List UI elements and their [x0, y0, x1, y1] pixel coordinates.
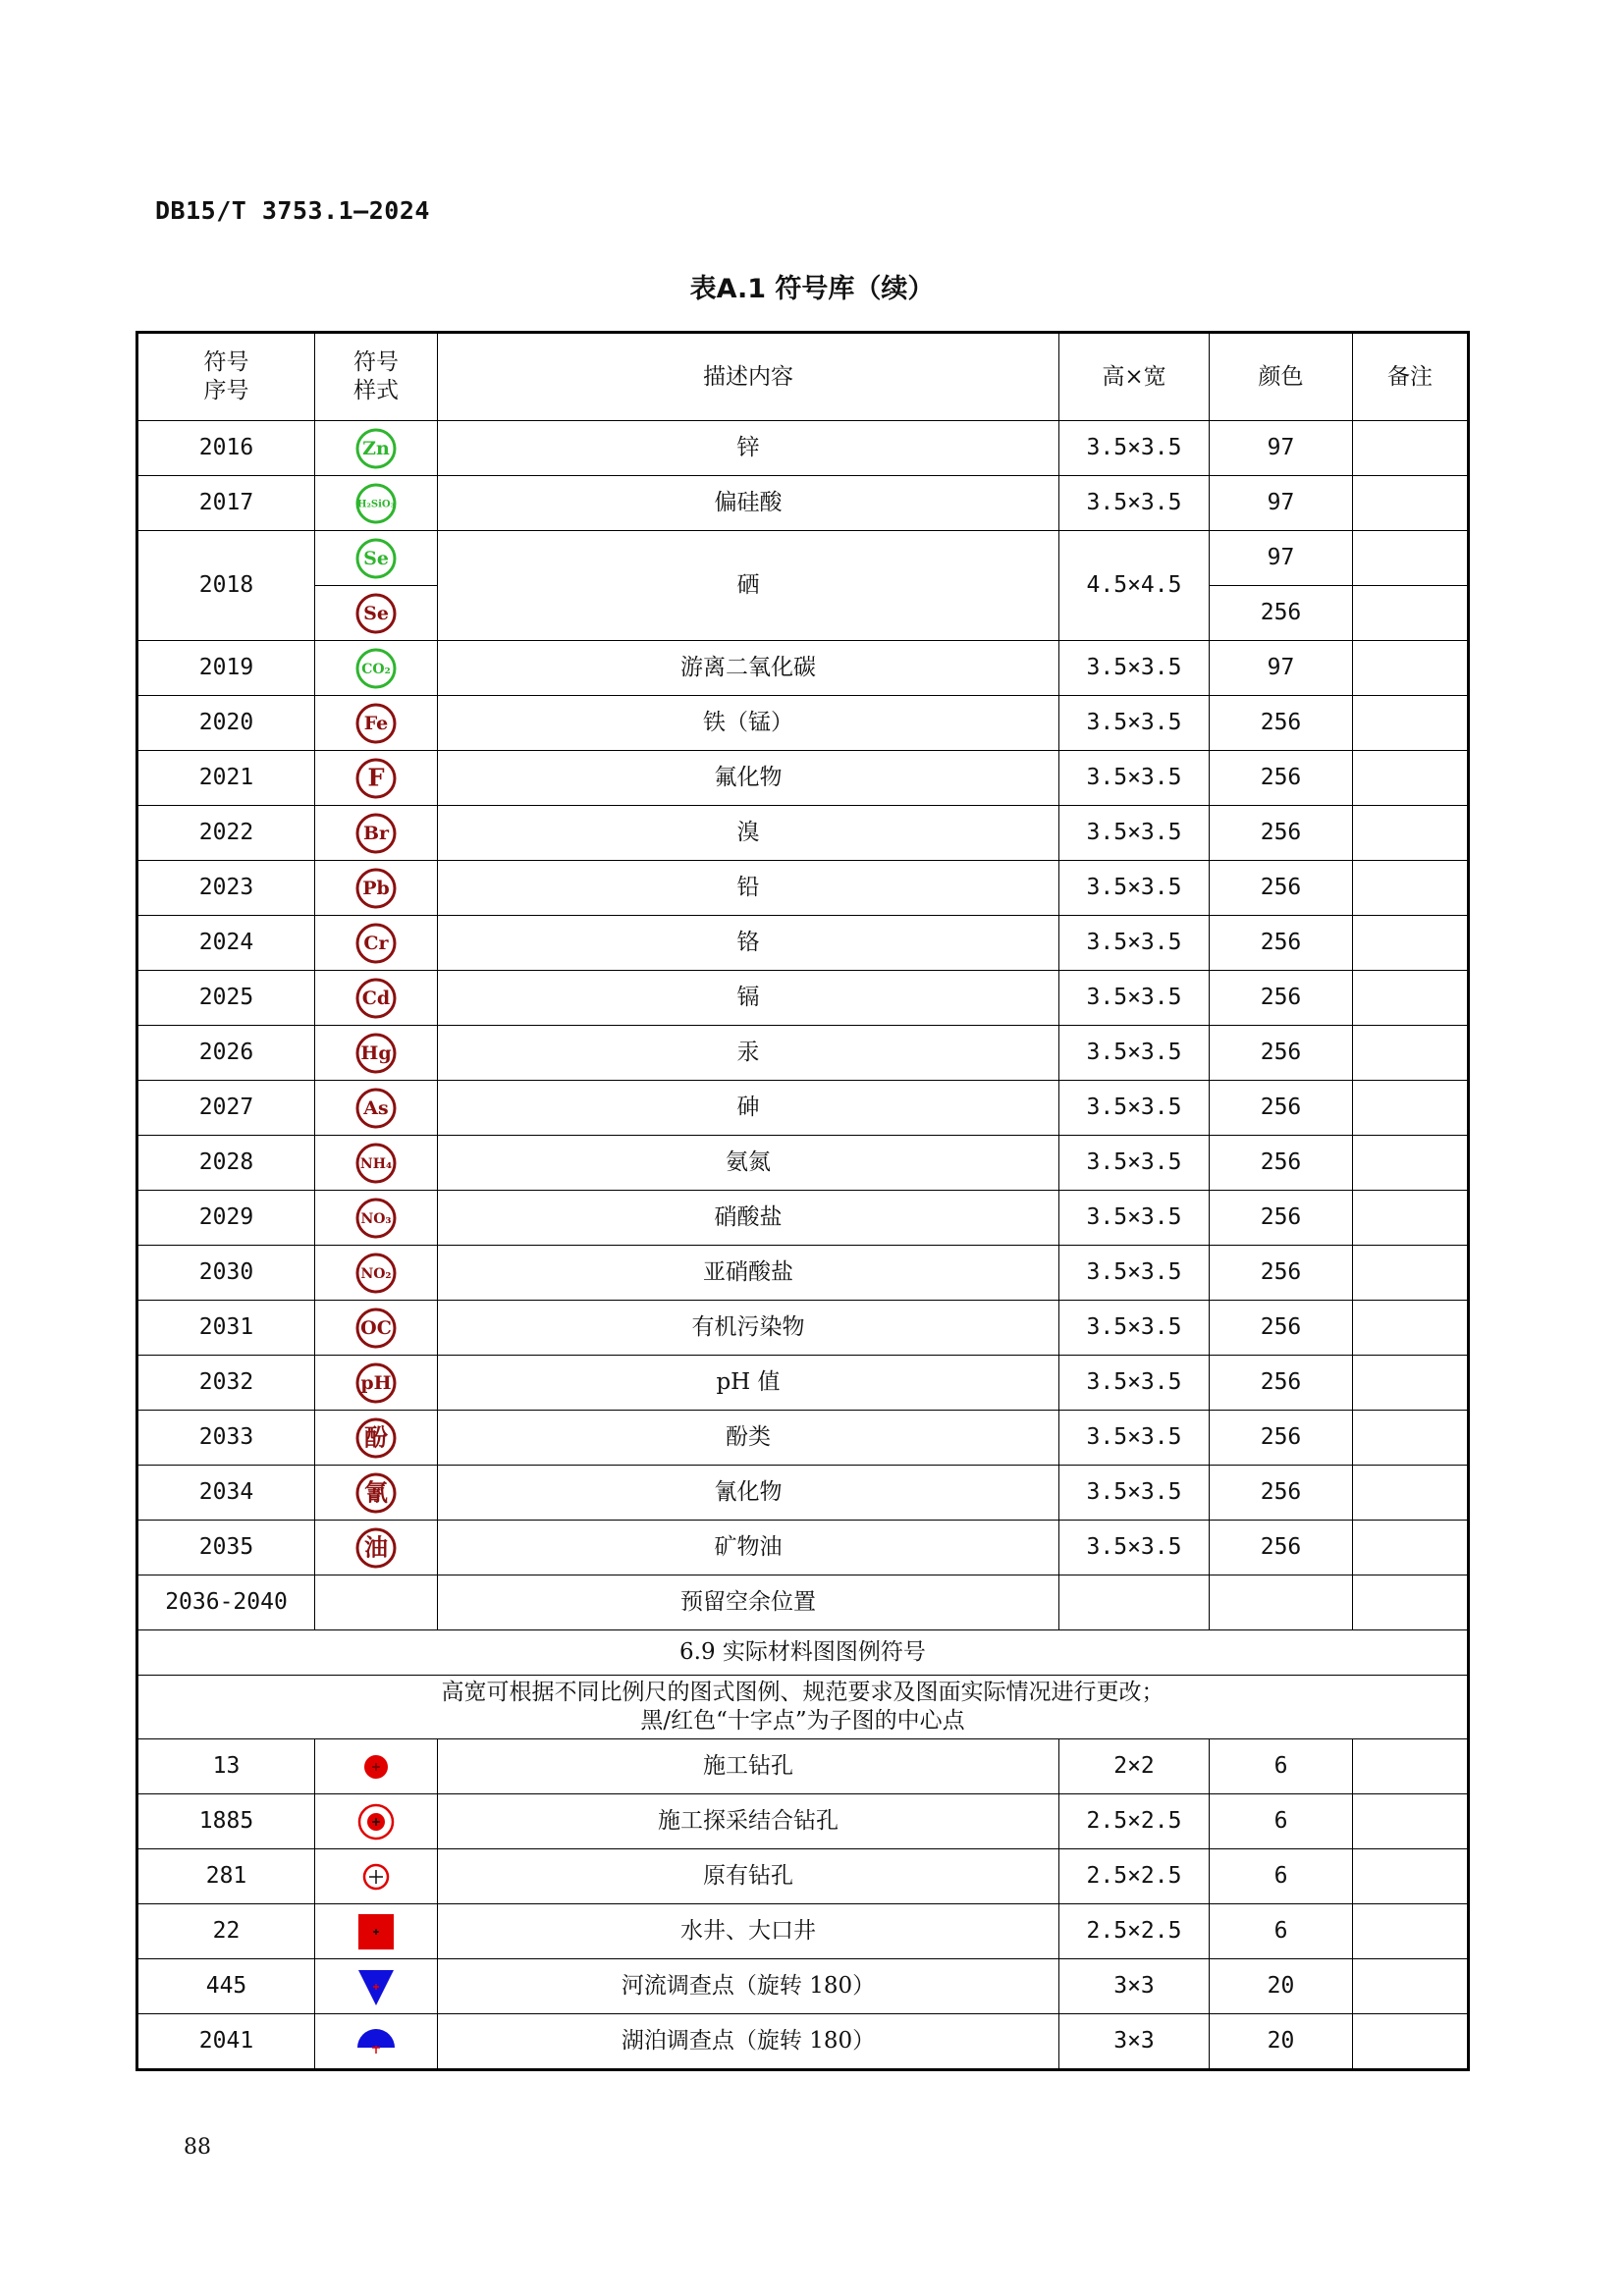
- se-circle-label: Se: [363, 547, 389, 569]
- symbol-style: [315, 806, 438, 861]
- cyanide-circle-label: 氰: [364, 1477, 388, 1506]
- br-circle-icon: [354, 812, 398, 855]
- section-title-row: [137, 1630, 1469, 1676]
- symbol-color: 256: [1210, 1081, 1353, 1136]
- table-row: [137, 1081, 1469, 1136]
- symbol-id: 2033: [137, 1411, 315, 1466]
- cd-circle-label: Cd: [361, 987, 391, 1009]
- color-column-header: 颜色: [1210, 333, 1353, 421]
- as-circle-label: As: [363, 1096, 389, 1119]
- symbol-description: 有机污染物: [438, 1301, 1059, 1356]
- symbol-color: 256: [1210, 806, 1353, 861]
- symbol-style: [315, 1301, 438, 1356]
- symbol-description: 氨氮: [438, 1136, 1059, 1191]
- symbol-style: [315, 1794, 438, 1849]
- seq-column-header: [137, 333, 315, 421]
- symbol-note: [1353, 531, 1469, 586]
- symbol-style: [315, 476, 438, 531]
- symbol-note: [1353, 1246, 1469, 1301]
- symbol-size: 3.5×3.5: [1059, 1521, 1210, 1575]
- size-column-header: 高×宽: [1059, 333, 1210, 421]
- ph-circle-icon: [354, 1362, 398, 1405]
- symbol-note: [1353, 1904, 1469, 1959]
- symbol-description: 铁（锰）: [438, 696, 1059, 751]
- symbol-id: 2030: [137, 1246, 315, 1301]
- h2sio3-circle-icon: [354, 482, 398, 525]
- no2-circle-icon: [354, 1252, 398, 1295]
- symbol-color: 256: [1210, 751, 1353, 806]
- section-note-row: [137, 1676, 1469, 1739]
- zn-circle-icon: [354, 427, 398, 470]
- symbol-note: [1353, 1301, 1469, 1356]
- page-number: 88: [184, 2135, 211, 2160]
- symbol-color: 256: [1210, 1356, 1353, 1411]
- symbol-size: 4.5×4.5: [1059, 531, 1210, 641]
- table-row: [137, 1575, 1469, 1630]
- symbol-id: 2027: [137, 1081, 315, 1136]
- symbol-note: [1353, 916, 1469, 971]
- ringed-red-dot-icon: [354, 1800, 398, 1843]
- symbol-id: 2020: [137, 696, 315, 751]
- symbol-note: [1353, 1849, 1469, 1904]
- note-column-header: 备注: [1353, 333, 1469, 421]
- symbol-style: [315, 1411, 438, 1466]
- table-row: [137, 1521, 1469, 1575]
- desc-column-header: 描述内容: [438, 333, 1059, 421]
- table-row: [137, 806, 1469, 861]
- symbol-color: 256: [1210, 861, 1353, 916]
- table-row: [137, 1246, 1469, 1301]
- no2-circle-label: NO₂: [360, 1265, 392, 1282]
- symbol-note: [1353, 1575, 1469, 1630]
- table-row: [137, 1739, 1469, 1794]
- symbol-note: [1353, 421, 1469, 476]
- symbol-style: [315, 1959, 438, 2014]
- symbol-description: 锌: [438, 421, 1059, 476]
- nh4-circle-icon: [354, 1142, 398, 1185]
- symbol-color: 20: [1210, 1959, 1353, 2014]
- f-circle-label: F: [367, 763, 385, 791]
- hg-circle-icon: [354, 1032, 398, 1075]
- symbol-color: 256: [1210, 1026, 1353, 1081]
- symbol-color: 256: [1210, 1466, 1353, 1521]
- symbol-size: [1059, 1575, 1210, 1630]
- table-row: [137, 971, 1469, 1026]
- table-row: [137, 1466, 1469, 1521]
- symbol-size: 3×3: [1059, 1959, 1210, 2014]
- symbol-style: [315, 641, 438, 696]
- symbol-id: 2032: [137, 1356, 315, 1411]
- symbol-id: 2035: [137, 1521, 315, 1575]
- symbol-description: 氟化物: [438, 751, 1059, 806]
- symbol-id: 281: [137, 1849, 315, 1904]
- symbol-description: 施工探采结合钻孔: [438, 1794, 1059, 1849]
- symbol-description: 砷: [438, 1081, 1059, 1136]
- symbol-color: 97: [1210, 641, 1353, 696]
- symbol-id: 22: [137, 1904, 315, 1959]
- symbol-id: 2034: [137, 1466, 315, 1521]
- symbol-id: 2022: [137, 806, 315, 861]
- symbol-id: 2019: [137, 641, 315, 696]
- table-row: [137, 1356, 1469, 1411]
- symbol-color: 6: [1210, 1904, 1353, 1959]
- symbol-color: 256: [1210, 916, 1353, 971]
- symbol-note: [1353, 2014, 1469, 2070]
- symbol-note: [1353, 861, 1469, 916]
- cyanide-circle-icon: [354, 1471, 398, 1515]
- oc-circle-label: OC: [360, 1316, 392, 1339]
- symbol-id: 2036-2040: [137, 1575, 315, 1630]
- symbol-id: 2031: [137, 1301, 315, 1356]
- symbol-style: [315, 421, 438, 476]
- section-note: [137, 1676, 1469, 1739]
- symbol-style: [315, 696, 438, 751]
- symbol-style: [315, 751, 438, 806]
- symbol-id: 2028: [137, 1136, 315, 1191]
- blue-triangle-icon: [354, 1965, 398, 2008]
- blue-semicircle-icon: [354, 2020, 398, 2063]
- table-row: [137, 1026, 1469, 1081]
- symbol-style: [315, 1136, 438, 1191]
- symbol-size: 3.5×3.5: [1059, 1191, 1210, 1246]
- style-header-line1: 符号: [353, 349, 399, 376]
- symbol-note: [1353, 476, 1469, 531]
- phenol-circle-label: 酚: [364, 1422, 388, 1451]
- symbol-size: 2.5×2.5: [1059, 1794, 1210, 1849]
- symbol-library-table: [135, 331, 1470, 2071]
- symbol-size: 3.5×3.5: [1059, 1466, 1210, 1521]
- pb-circle-label: Pb: [362, 877, 390, 899]
- symbol-id: 2023: [137, 861, 315, 916]
- symbol-description: 镉: [438, 971, 1059, 1026]
- symbol-size: 3.5×3.5: [1059, 751, 1210, 806]
- style-column-header: [315, 333, 438, 421]
- table-row: [137, 1411, 1469, 1466]
- symbol-style: [315, 1246, 438, 1301]
- symbol-color: 256: [1210, 1411, 1353, 1466]
- table-row: [137, 531, 1469, 586]
- symbol-id: 2041: [137, 2014, 315, 2070]
- table-row: [137, 641, 1469, 696]
- symbol-size: 3.5×3.5: [1059, 971, 1210, 1026]
- symbol-color: 256: [1210, 1301, 1353, 1356]
- h2sio3-circle-label: H₂SiO₃: [357, 499, 395, 509]
- cd-circle-icon: [354, 977, 398, 1020]
- oc-circle-icon: [354, 1307, 398, 1350]
- phenol-circle-icon: [354, 1416, 398, 1460]
- table-row: [137, 1191, 1469, 1246]
- symbol-color: 256: [1210, 696, 1353, 751]
- zn-circle-label: Zn: [362, 437, 390, 459]
- mineral-oil-circle-icon: [354, 1526, 398, 1570]
- symbol-style: [315, 1739, 438, 1794]
- symbol-note: [1353, 1026, 1469, 1081]
- symbol-size: 3.5×3.5: [1059, 806, 1210, 861]
- symbol-size: 3.5×3.5: [1059, 1356, 1210, 1411]
- symbol-size: 3.5×3.5: [1059, 916, 1210, 971]
- symbol-note: [1353, 751, 1469, 806]
- co2-circle-label: CO₂: [361, 661, 391, 677]
- co2-circle-icon: [354, 647, 398, 690]
- symbol-description: 亚硝酸盐: [438, 1246, 1059, 1301]
- symbol-id: 2018: [137, 531, 315, 641]
- symbol-note: [1353, 1356, 1469, 1411]
- symbol-style: [315, 1466, 438, 1521]
- symbol-description: 铬: [438, 916, 1059, 971]
- symbol-description: 硝酸盐: [438, 1191, 1059, 1246]
- symbol-id: 445: [137, 1959, 315, 2014]
- symbol-description: 湖泊调查点（旋转 180）: [438, 2014, 1059, 2070]
- table-row: [137, 861, 1469, 916]
- symbol-style: [315, 916, 438, 971]
- symbol-note: [1353, 1521, 1469, 1575]
- fe-circle-label: Fe: [363, 712, 389, 734]
- symbol-color: 256: [1210, 1191, 1353, 1246]
- symbol-color: 97: [1210, 531, 1353, 586]
- symbol-id: 13: [137, 1739, 315, 1794]
- symbol-id: 2016: [137, 421, 315, 476]
- table-row: [137, 1959, 1469, 2014]
- symbol-size: 2×2: [1059, 1739, 1210, 1794]
- symbol-color: 256: [1210, 1246, 1353, 1301]
- se-circle-icon: [354, 537, 398, 580]
- symbol-note: [1353, 586, 1469, 641]
- symbol-size: 3.5×3.5: [1059, 696, 1210, 751]
- cr-circle-label: Cr: [363, 932, 389, 954]
- symbol-color: [1210, 1575, 1353, 1630]
- symbol-description: 汞: [438, 1026, 1059, 1081]
- symbol-color: 6: [1210, 1794, 1353, 1849]
- symbol-style: [315, 586, 438, 641]
- symbol-note: [1353, 1081, 1469, 1136]
- symbol-color: 6: [1210, 1739, 1353, 1794]
- table-row: [137, 1301, 1469, 1356]
- hg-circle-label: Hg: [360, 1041, 392, 1064]
- symbol-style: [315, 531, 438, 586]
- no3-circle-label: NO₃: [360, 1210, 392, 1227]
- symbol-description: 硒: [438, 531, 1059, 641]
- symbol-style: [315, 1849, 438, 1904]
- table-row: [137, 2014, 1469, 2070]
- symbol-description: 原有钻孔: [438, 1849, 1059, 1904]
- symbol-color: 20: [1210, 2014, 1353, 2070]
- pb-circle-icon: [354, 867, 398, 910]
- symbol-color: 6: [1210, 1849, 1353, 1904]
- filled-red-dot-icon: [354, 1745, 398, 1789]
- section-note-line1: 高宽可根据不同比例尺的图式图例、规范要求及图面实际情况进行更改；: [441, 1680, 1164, 1706]
- table-row: [137, 476, 1469, 531]
- symbol-color: 256: [1210, 1521, 1353, 1575]
- table-row: [137, 751, 1469, 806]
- red-square-icon: [354, 1910, 398, 1953]
- symbol-size: 3.5×3.5: [1059, 1411, 1210, 1466]
- symbol-style: [315, 1356, 438, 1411]
- nh4-circle-label: NH₄: [359, 1155, 393, 1172]
- br-circle-label: Br: [362, 822, 390, 844]
- symbol-size: 3.5×3.5: [1059, 1136, 1210, 1191]
- table-row: [137, 1794, 1469, 1849]
- symbol-color: 256: [1210, 586, 1353, 641]
- symbol-color: 256: [1210, 971, 1353, 1026]
- symbol-id: 1885: [137, 1794, 315, 1849]
- symbol-size: 3.5×3.5: [1059, 1081, 1210, 1136]
- symbol-description: 预留空余位置: [438, 1575, 1059, 1630]
- symbol-note: [1353, 1411, 1469, 1466]
- symbol-size: 2.5×2.5: [1059, 1904, 1210, 1959]
- document-id: DB15/T 3753.1—2024: [155, 196, 430, 225]
- symbol-description: 矿物油: [438, 1521, 1059, 1575]
- symbol-id: 2025: [137, 971, 315, 1026]
- symbol-note: [1353, 971, 1469, 1026]
- symbol-size: 2.5×2.5: [1059, 1849, 1210, 1904]
- symbol-style: [315, 1081, 438, 1136]
- symbol-note: [1353, 1191, 1469, 1246]
- symbol-description: pH 值: [438, 1356, 1059, 1411]
- symbol-size: 3.5×3.5: [1059, 641, 1210, 696]
- symbol-note: [1353, 1136, 1469, 1191]
- symbol-id: 2029: [137, 1191, 315, 1246]
- symbol-note: [1353, 1739, 1469, 1794]
- symbol-note: [1353, 1794, 1469, 1849]
- symbol-style: [315, 1521, 438, 1575]
- symbol-description: 施工钻孔: [438, 1739, 1059, 1794]
- symbol-size: 3×3: [1059, 2014, 1210, 2070]
- open-crosshair-circle-icon: [354, 1855, 398, 1898]
- symbol-id: 2026: [137, 1026, 315, 1081]
- symbol-size: 3.5×3.5: [1059, 1026, 1210, 1081]
- symbol-note: [1353, 641, 1469, 696]
- cr-circle-icon: [354, 922, 398, 965]
- symbol-size: 3.5×3.5: [1059, 1246, 1210, 1301]
- table-row: [137, 1904, 1469, 1959]
- symbol-id: 2024: [137, 916, 315, 971]
- se-circle-alt-icon: [354, 592, 398, 635]
- symbol-style: [315, 971, 438, 1026]
- seq-header-line1: 符号: [203, 349, 249, 376]
- style-header-line2: 样式: [353, 378, 399, 403]
- table-row: [137, 1136, 1469, 1191]
- symbol-id: 2021: [137, 751, 315, 806]
- symbol-description: 溴: [438, 806, 1059, 861]
- symbol-color: 256: [1210, 1136, 1353, 1191]
- no3-circle-icon: [354, 1197, 398, 1240]
- symbol-style: [315, 1191, 438, 1246]
- se-circle-alt-label: Se: [363, 602, 389, 624]
- symbol-style: [315, 1026, 438, 1081]
- symbol-color: 97: [1210, 421, 1353, 476]
- ph-circle-label: pH: [360, 1371, 392, 1394]
- symbol-note: [1353, 1466, 1469, 1521]
- fe-circle-icon: [354, 702, 398, 745]
- symbol-note: [1353, 806, 1469, 861]
- as-circle-icon: [354, 1087, 398, 1130]
- table-title: 表A.1 符号库（续）: [689, 274, 935, 304]
- symbol-size: 3.5×3.5: [1059, 421, 1210, 476]
- symbol-description: 偏硅酸: [438, 476, 1059, 531]
- table-row: [137, 916, 1469, 971]
- section-note-line2: 黑/红色“十字点”为子图的中心点: [640, 1708, 965, 1734]
- symbol-description: 游离二氧化碳: [438, 641, 1059, 696]
- symbol-size: 3.5×3.5: [1059, 476, 1210, 531]
- table-row: [137, 1849, 1469, 1904]
- symbol-note: [1353, 1959, 1469, 2014]
- symbol-style: [315, 1575, 438, 1630]
- symbol-size: 3.5×3.5: [1059, 1301, 1210, 1356]
- symbol-color: 97: [1210, 476, 1353, 531]
- symbol-description: 铅: [438, 861, 1059, 916]
- symbol-description: 酚类: [438, 1411, 1059, 1466]
- symbol-style: [315, 1904, 438, 1959]
- symbol-style: [315, 2014, 438, 2070]
- symbol-description: 水井、大口井: [438, 1904, 1059, 1959]
- symbol-size: 3.5×3.5: [1059, 861, 1210, 916]
- f-circle-icon: [354, 757, 398, 800]
- table-row: [137, 696, 1469, 751]
- symbol-id: 2017: [137, 476, 315, 531]
- table-header-row: [137, 333, 1469, 421]
- mineral-oil-circle-label: 油: [364, 1532, 388, 1561]
- symbol-description: 氰化物: [438, 1466, 1059, 1521]
- seq-header-line2: 序号: [203, 378, 249, 403]
- symbol-description: 河流调查点（旋转 180）: [438, 1959, 1059, 2014]
- symbol-style: [315, 861, 438, 916]
- table-row: [137, 421, 1469, 476]
- section-title: 6.9 实际材料图图例符号: [137, 1630, 1469, 1676]
- symbol-note: [1353, 696, 1469, 751]
